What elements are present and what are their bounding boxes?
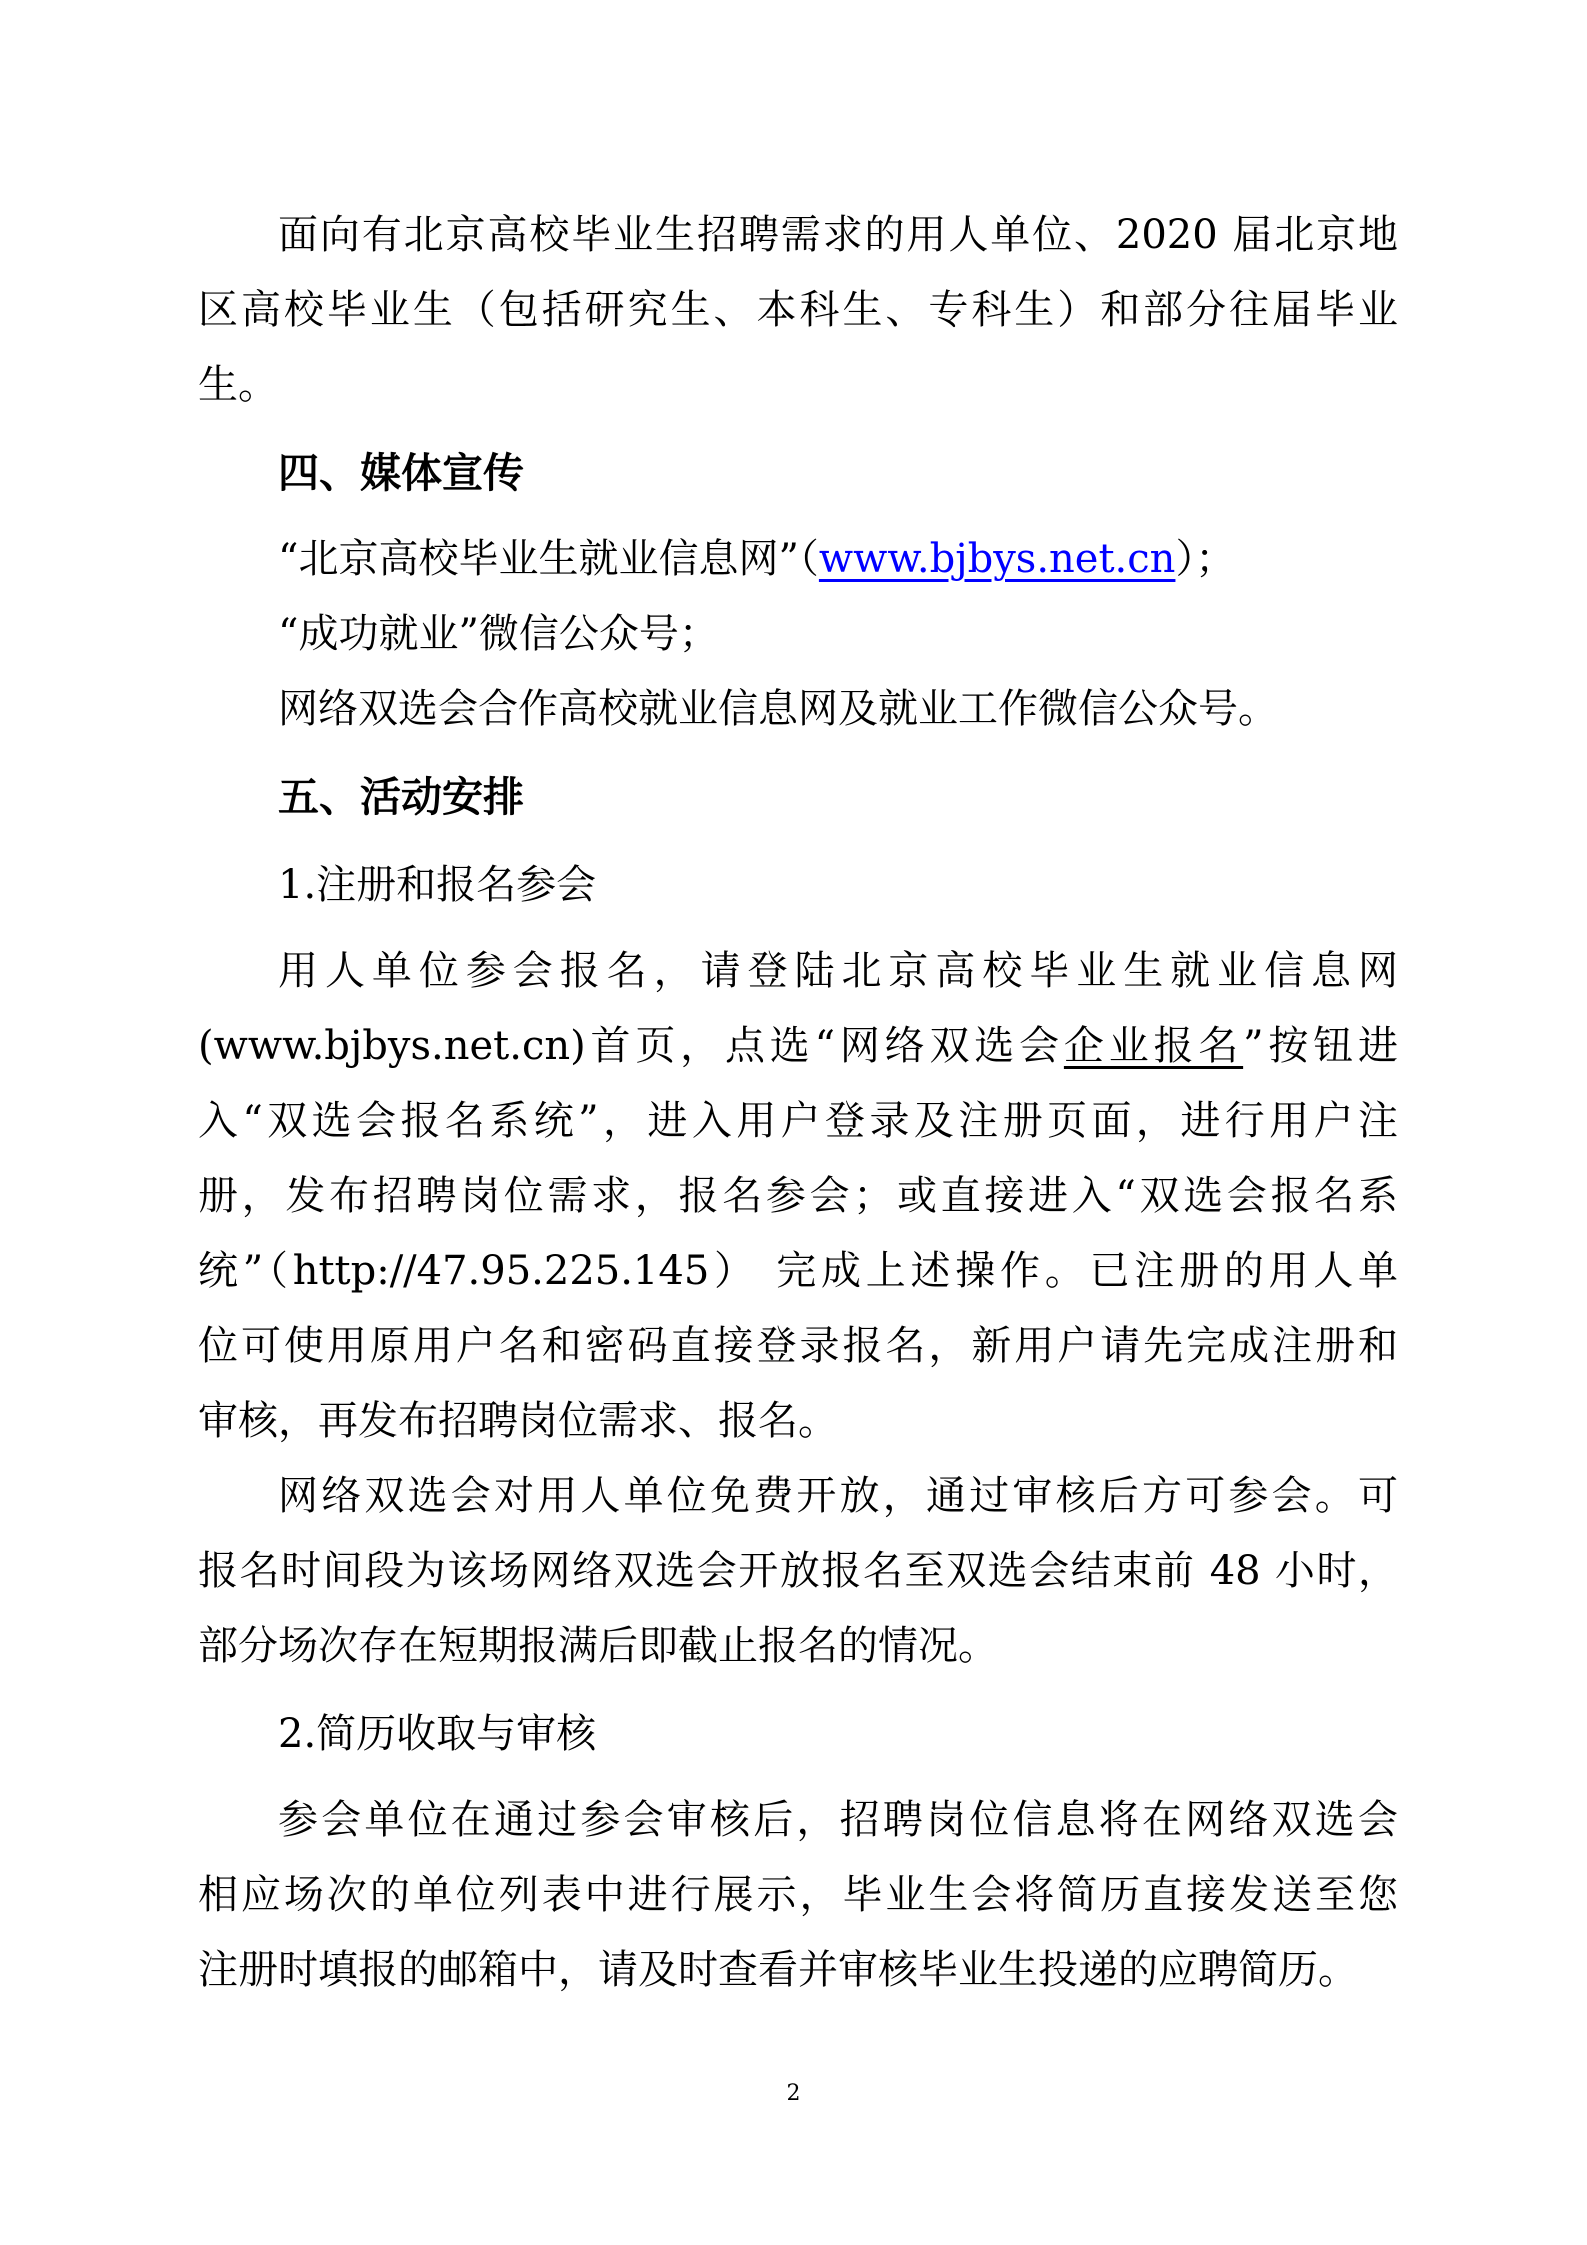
text-line [198,1234,1398,1309]
text-line [198,348,1398,423]
paragraph [198,934,1398,1459]
text-segment: 网络双选会对用人单位免费开放，通过审核后方可参会。可 [278,1473,1398,1519]
text-segment: 1.注册和报名参会 [278,862,597,908]
text-segment: 区高校毕业生（包括研究生、本科生、专科生）和部分往届毕业 [198,287,1398,333]
text-line [198,597,1398,672]
text-segment: 面向有北京高校毕业生招聘需求的用人单位、2020 届北京地 [278,212,1398,258]
paragraph [198,1459,1398,1684]
section-heading [198,436,1398,511]
text-segment: 报名时间段为该场网络双选会开放报名至双选会结束前 48 小时， [198,1548,1398,1594]
paragraph [198,672,1398,747]
document-body [198,198,1398,2008]
text-segment: 生。 [198,362,278,408]
text-segment: 审核，再发布招聘岗位需求、报名。 [198,1398,838,1444]
text-line [198,760,1398,835]
paragraph [198,597,1398,672]
text-segment: 用人单位参会报名，请登陆北京高校毕业生就业信息网 [278,948,1398,994]
text-line [198,198,1398,273]
text-segment: (www.bjbys.net.cn)首页，点选“网络双选会 [198,1023,1064,1069]
text-segment: 参会单位在通过参会审核后，招聘岗位信息将在网络双选会 [278,1797,1398,1843]
text-segment: 部分场次存在短期报满后即截止报名的情况。 [198,1623,998,1669]
text-segment: 入“双选会报名系统”，进入用户登录及注册页面，进行用户注 [198,1098,1398,1144]
text-line [198,1384,1398,1459]
text-line [198,273,1398,348]
paragraph [198,1783,1398,2008]
text-segment: 注册时填报的邮箱中，请及时查看并审核毕业生投递的应聘简历。 [198,1947,1358,1993]
text-line [198,1459,1398,1534]
text-segment: 四、媒体宣传 [278,449,524,497]
text-line [198,1084,1398,1159]
text-line [198,436,1398,511]
text-segment: 位可使用原用户名和密码直接登录报名，新用户请先完成注册和 [198,1323,1398,1369]
underlined-text: 企业报名 [1063,1023,1244,1069]
text-line [198,672,1398,747]
sub-heading [198,848,1398,923]
page-number: 2 [786,2081,801,2106]
text-segment: ）； [1175,536,1236,582]
text-line [198,1159,1398,1234]
text-line [198,1609,1398,1684]
hyperlink[interactable]: www.bjbys.net.cn [818,536,1176,582]
text-segment: “成功就业”微信公众号； [278,611,719,657]
text-line [198,934,1398,1009]
text-segment: 册，发布招聘岗位需求，报名参会；或直接进入“双选会报名系 [198,1173,1398,1219]
text-line [198,522,1398,597]
text-segment: ”按钮进 [1243,1023,1398,1069]
text-line [198,1309,1398,1384]
text-line [198,1697,1398,1772]
text-segment: 相应场次的单位列表中进行展示，毕业生会将简历直接发送至您 [198,1872,1398,1918]
text-line [198,1009,1398,1084]
text-segment: 统”（http://47.95.225.145） 完成上述操作。已注册的用人单 [198,1248,1398,1294]
text-line [198,1858,1398,1933]
text-segment: 五、活动安排 [278,773,524,821]
text-line [198,1933,1398,2008]
text-segment: 2.简历收取与审核 [278,1711,597,1757]
text-segment: 网络双选会合作高校就业信息网及就业工作微信公众号。 [278,686,1278,732]
text-line [198,1783,1398,1858]
sub-heading [198,1697,1398,1772]
paragraph [198,198,1398,423]
section-heading [198,760,1398,835]
text-segment: “北京高校毕业生就业信息网”（ [278,536,819,582]
text-line [198,848,1398,923]
paragraph [198,522,1398,597]
text-line [198,1534,1398,1609]
